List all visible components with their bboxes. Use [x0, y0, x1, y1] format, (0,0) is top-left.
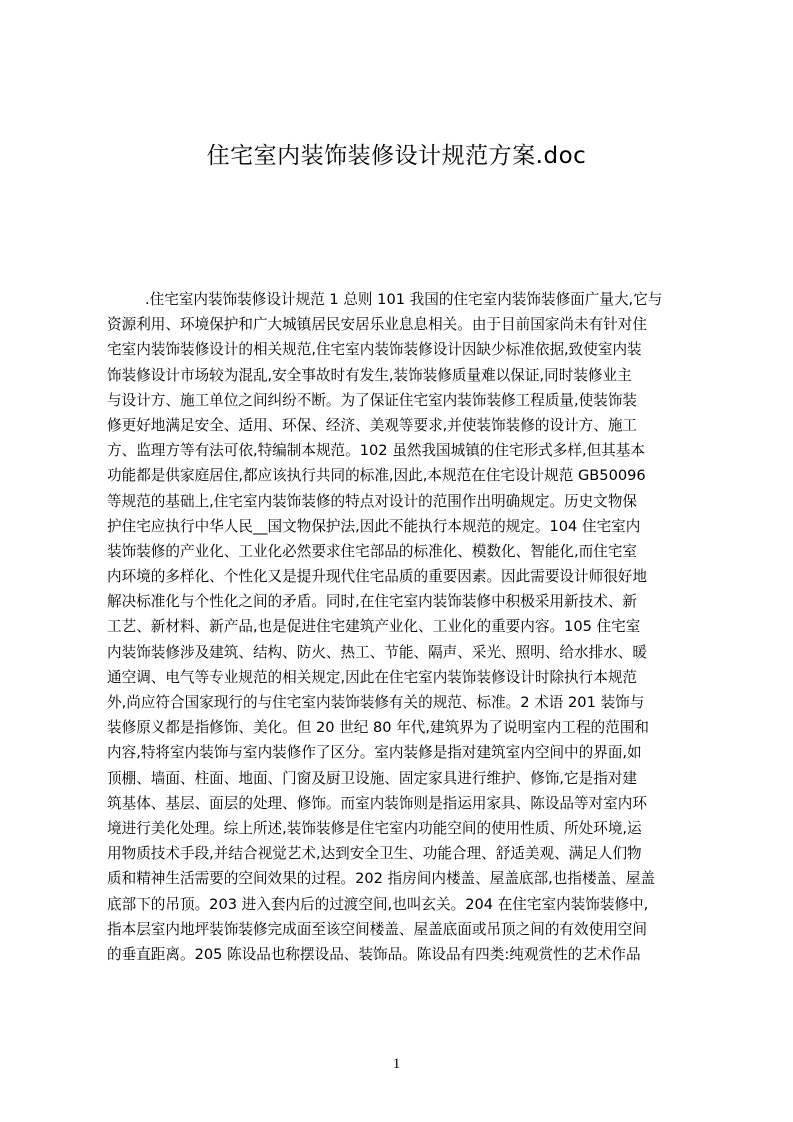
document-body — [107, 287, 697, 967]
body-line: .住宅室内装饰装修设计规范 1 总则 101 我国的住宅室内装饰装修面广量大,它与 — [145, 291, 663, 308]
body-line: 筑基体、基层、面层的处理、修饰。而室内装饰则是指运用家具、陈设品等对室内环 — [107, 794, 647, 812]
document-title: 住宅室内装饰装修设计规范方案.doc — [206, 143, 587, 169]
body-line: 装修原义都是指修饰、美化。但 20 世纪 80 年代,建筑界为了说明室内工程的范围和 — [107, 719, 649, 737]
body-line: 功能都是供家庭居住,都应该执行共同的标准,因此,本规范在住宅设计规范 GB50096 — [107, 467, 646, 485]
body-line: 指本层室内地坪装饰装修完成面至该空间楼盖、屋盖底面或吊顶之间的有效使用空间 — [107, 920, 647, 938]
body-line: 装饰装修的产业化、工业化必然要求住宅部品的标准化、模数化、智能化,而住宅室 — [107, 542, 638, 560]
body-line: 宅室内装饰装修设计的相关规范,住宅室内装饰装修设计因缺少标准依据,致使室内装 — [107, 341, 642, 359]
body-line: 工艺、新材料、新产品,也是促进住宅建筑产业化、工业化的重要内容。105 住宅室 — [107, 618, 641, 636]
body-line: 方、监理方等有法可依,特编制本规范。102 虽然我国城镇的住宅形式多样,但其基本 — [107, 442, 645, 460]
body-line: 通空调、电气等专业规范的相关规定,因此在住宅室内装饰装修设计时除执行本规范 — [107, 668, 638, 686]
page-number: 1 — [392, 1056, 401, 1072]
body-line: 内装饰装修涉及建筑、结构、防火、热工、节能、隔声、采光、照明、给水排水、暖 — [107, 643, 647, 661]
body-line: 等规范的基础上,住宅室内装饰装修的特点对设计的范围作出明确规定。历史文物保 — [107, 492, 638, 510]
body-line: 修更好地满足安全、适用、环保、经济、美观等要求,并使装饰装修的设计方、施工 — [107, 416, 638, 434]
body-line: 解决标准化与个性化之间的矛盾。同时,在住宅室内装饰装修中积极采用新技术、新 — [107, 593, 638, 611]
body-line: 境进行美化处理。综上所述,装饰装修是住宅室内功能空间的使用性质、所处环境,运 — [107, 819, 642, 837]
body-line: 资源利用、环境保护和广大城镇居民安居乐业息息相关。由于目前国家尚未有针对住 — [107, 316, 647, 334]
body-line: 的垂直距离。205 陈设品也称摆设品、装饰品。陈设品有四类:纯观赏性的艺术作品 — [107, 945, 641, 963]
body-line: 外,尚应符合国家现行的与住宅室内装饰装修有关的规范、标准。2 术语 201 装饰与 — [107, 694, 645, 711]
body-line: 护住宅应执行中华人民__国文物保护法,因此不能执行本规范的规定。104 住宅室内 — [107, 517, 641, 535]
body-line: 内容,特将室内装饰与室内装修作了区分。室内装修是指对建筑室内空间中的界面,如 — [107, 744, 642, 762]
body-line: 内环境的多样化、个性化又是提升现代住宅品质的重要因素。因此需要设计师很好地 — [107, 568, 647, 586]
body-line: 顶棚、墙面、柱面、地面、门窗及厨卫设施、固定家具进行维护、修饰,它是指对建 — [107, 769, 638, 787]
body-line: 与设计方、施工单位之间纠纷不断。为了保证住宅室内装饰装修工程质量,使装饰装 — [107, 391, 638, 409]
body-line: 用物质技术手段,并结合视觉艺术,达到安全卫生、功能合理、舒适美观、满足人们物 — [107, 845, 642, 863]
body-line: 饰装修设计市场较为混乱,安全事故时有发生,装饰装修质量难以保证,同时装修业主 — [107, 366, 632, 384]
body-line: 底部下的吊顶。203 进入套内后的过渡空间,也叫玄关。204 在住宅室内装饰装修中, — [107, 895, 649, 913]
body-line: 质和精神生活需要的空间效果的过程。202 指房间内楼盖、屋盖底部,也指楼盖、屋盖 — [107, 870, 655, 888]
